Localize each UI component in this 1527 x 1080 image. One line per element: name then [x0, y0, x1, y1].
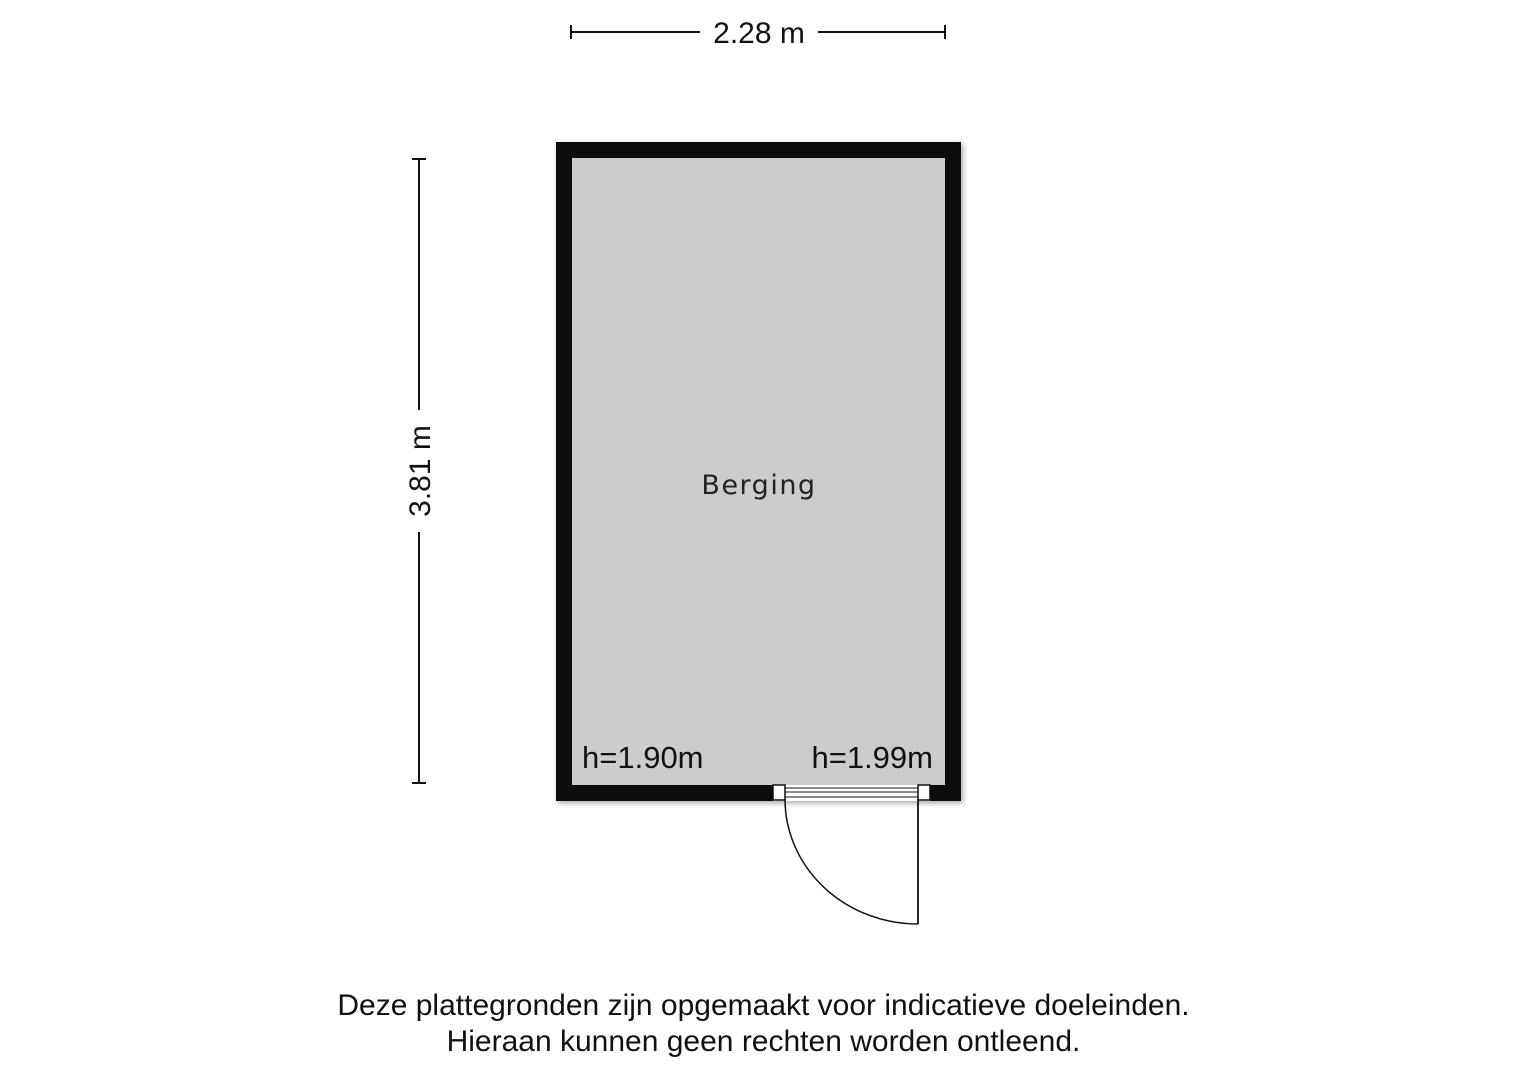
door-jamb-right — [918, 785, 930, 800]
door-jamb-left — [773, 785, 785, 800]
depth-dimension-label: 3.81 m — [404, 425, 437, 517]
depth-dimension — [404, 159, 437, 783]
ceiling-height-left: h=1.90m — [582, 740, 704, 775]
disclaimer-line-2: Hieraan kunnen geen rechten worden ontleend. — [446, 1025, 1081, 1058]
disclaimer-line-1: Deze plattegronden zijn opgemaakt voor indicatieve doeleinden. — [337, 989, 1190, 1022]
ceiling-height-right: h=1.99m — [811, 740, 933, 775]
room-berging — [556, 142, 961, 924]
door-opening — [773, 785, 930, 801]
width-dimension-label: 2.28 m — [713, 17, 805, 50]
room-name-label: Berging — [701, 470, 817, 501]
door-swing-arc — [785, 799, 918, 924]
width-dimension — [571, 17, 945, 50]
